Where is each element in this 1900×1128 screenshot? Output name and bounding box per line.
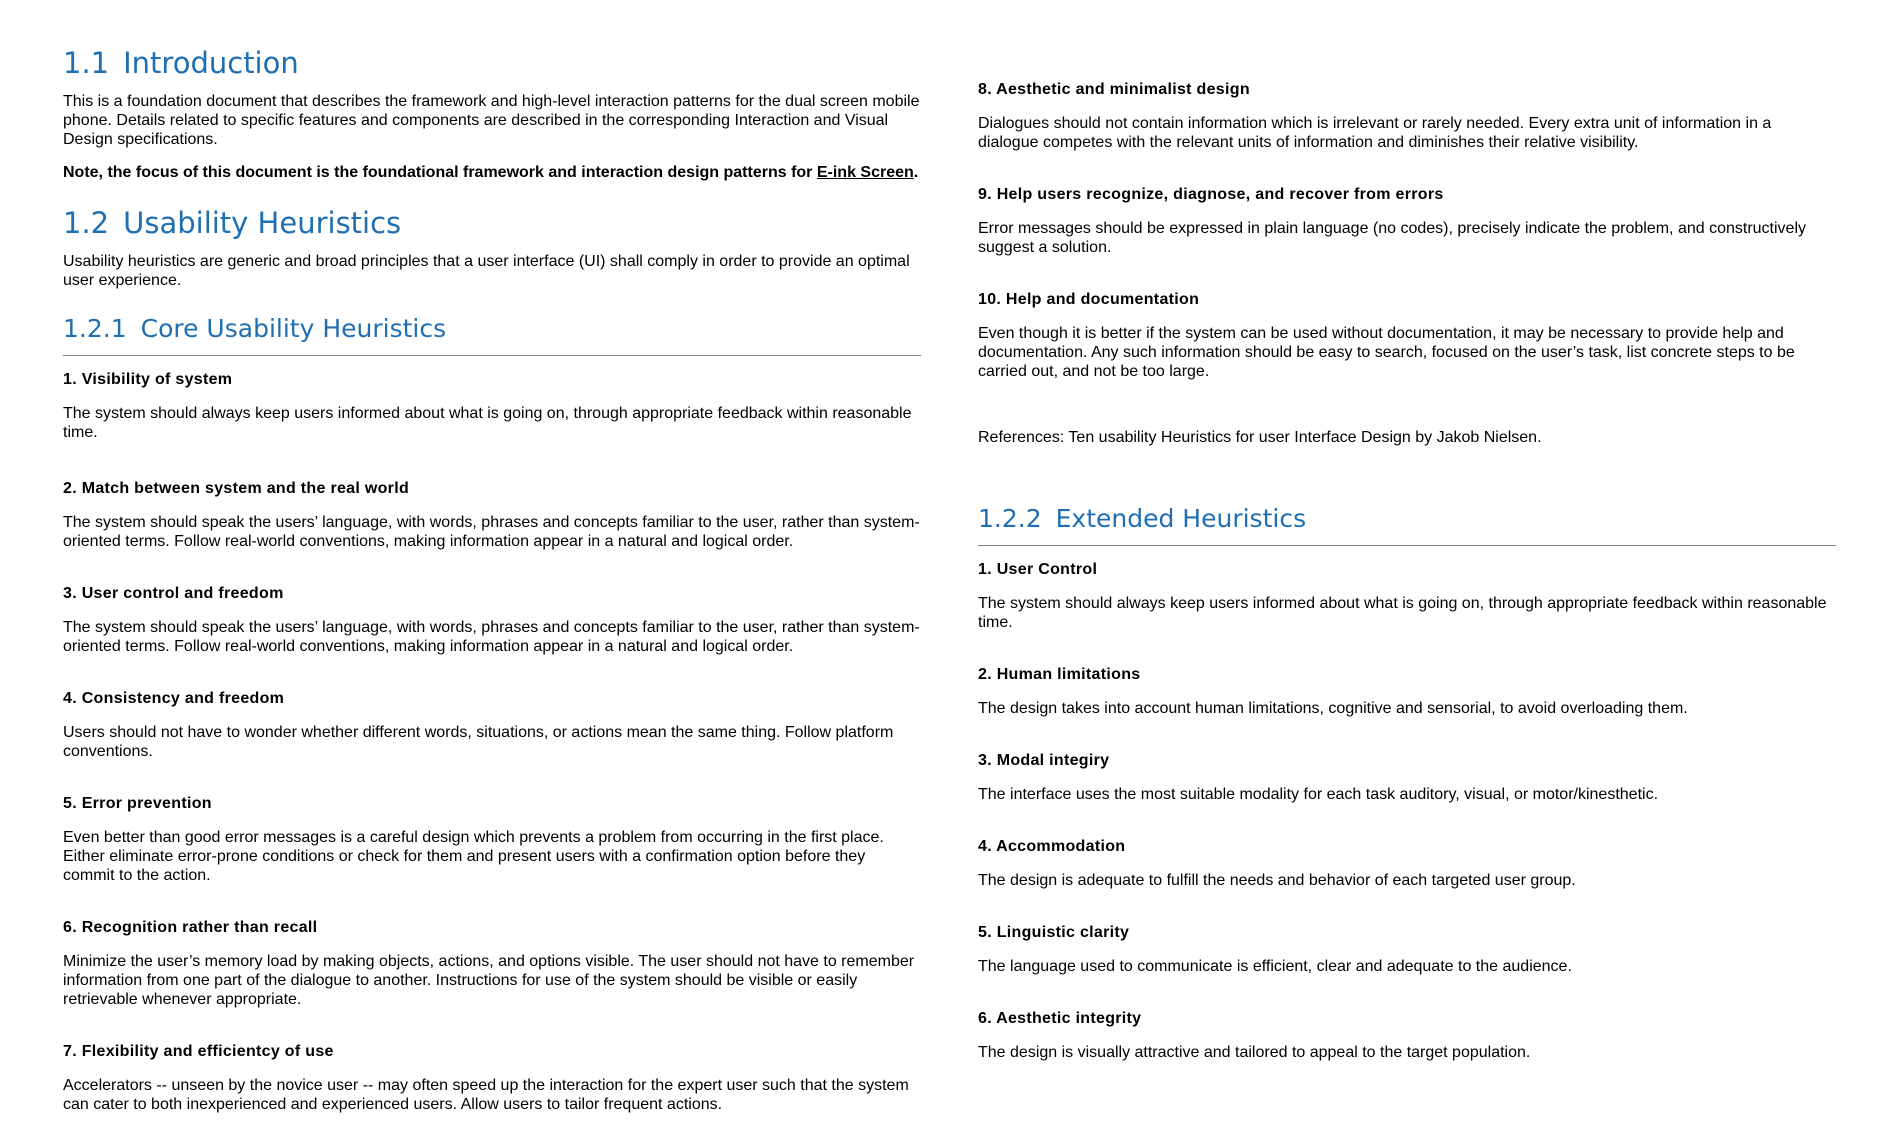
usability-heading [63,205,401,241]
core-heading-rule [63,355,921,356]
heuristic-body: The system should always keep users informed about what is going on, through appropriate feedback within reasonable time. [978,595,1827,631]
heuristic-body: Dialogues should not contain information which is irrelevant or rarely needed. Every extra unit of information in a dialogue competes with the relevant units of information and diminishes their relative visibility. [978,115,1772,151]
heuristic-title: 8. Aesthetic and minimalist design [978,81,1250,98]
usability-heading-title: Usability Heuristics [123,206,402,240]
intro-heading-title: Introduction [123,46,299,80]
extended-heading-rule [978,545,1836,546]
eink-screen-link[interactable]: E-ink Screen [816,164,914,181]
heuristic-title: 10. Help and documentation [978,291,1200,308]
intro-heading-number: 1.1 [63,46,110,80]
heuristic-body: The interface uses the most suitable modality for each task auditory, visual, or motor/kinesthetic. [978,786,1659,803]
intro-body: This is a foundation document that describes the framework and high-level interaction patterns for the dual screen mobile phone. Details related to specific features and components are described in the corresponding Interaction and Visual Design specifications. [63,93,920,148]
heuristic-body: Even though it is better if the system can be used without documentation, it may be necessary to provide help and documentation. Any such information should be easy to search, focused on the user’s task, list concrete steps to be carried out, and not be too large. [978,325,1795,380]
heuristic-title: 2. Human limitations [978,666,1141,683]
heuristic-title: 4. Consistency and freedom [63,690,285,707]
heuristic-title: 5. Linguistic clarity [978,924,1130,941]
heuristic-body: The system should speak the users’ language, with words, phrases and concepts familiar to the user, rather than system-oriented terms. Follow real-world conventions, making information appear in a natural and logical order. [63,619,920,655]
intro-heading [63,45,299,81]
heuristic-title: 4. Accommodation [978,838,1126,855]
intro-note [63,163,921,182]
heuristic-body: The system should speak the users’ language, with words, phrases and concepts familiar to the user, rather than system-oriented terms. Follow real-world conventions, making information appear in a natural and logical order. [63,514,920,550]
heuristic-title: 9. Help users recognize, diagnose, and recover from errors [978,186,1444,203]
extended-heading-number: 1.2.2 [978,504,1042,533]
usability-heading-number: 1.2 [63,206,110,240]
heuristic-body: Users should not have to wonder whether different words, situations, or actions mean the same thing. Follow platform conventions. [63,724,894,760]
intro-note-suffix: . [913,164,919,181]
core-heading-title: Core Usability Heuristics [140,314,447,343]
heuristic-title: 3. Modal integiry [978,752,1110,769]
heuristic-title: 5. Error prevention [63,795,212,812]
usability-body: Usability heuristics are generic and broad principles that a user interface (UI) shall comply in order to provide an optimal user experience. [63,253,910,289]
heuristic-body: Even better than good error messages is a careful design which prevents a problem from occurring in the first place. Either eliminate error-prone conditions or check for them and present users with a confirmation option before they commit to the action. [63,829,884,884]
heuristic-title: 2. Match between system and the real world [63,480,410,497]
core-heading-number: 1.2.1 [63,314,127,343]
heuristic-body: The design takes into account human limitations, cognitive and sensorial, to avoid overloading them. [978,700,1688,717]
heuristic-title: 6. Recognition rather than recall [63,919,318,936]
extended-heading-title: Extended Heuristics [1055,504,1307,533]
heuristic-title: 3. User control and freedom [63,585,284,602]
intro-note-text: Note, the focus of this document is the foundational framework and interaction design patterns for [63,164,817,181]
heuristic-body: The design is visually attractive and tailored to appeal to the target population. [978,1044,1531,1061]
core-heuristics-heading [63,313,446,345]
heuristic-body: The design is adequate to fulfill the needs and behavior of each targeted user group. [978,872,1576,889]
heuristic-title: 1. Visibility of system [63,371,233,388]
heuristic-body: Accelerators -- unseen by the novice user -- may often speed up the interaction for the expert user such that the system can cater to both inexperienced and experienced users. Allow users to tailor frequent actions. [63,1077,909,1113]
extended-heuristics-heading [978,503,1306,535]
heuristic-title: 6. Aesthetic integrity [978,1010,1142,1027]
references: References: Ten usability Heuristics for user Interface Design by Jakob Nielsen. [978,429,1542,446]
heuristic-body: Minimize the user’s memory load by making objects, actions, and options visible. The user should not have to remember information from one part of the dialogue to another. Instructions for use of the system should be visible or easily retrievable whenever appropriate. [63,953,915,1008]
heuristic-body: The system should always keep users informed about what is going on, through appropriate feedback within reasonable time. [63,405,912,441]
heuristic-body: Error messages should be expressed in plain language (no codes), precisely indicate the problem, and constructively suggest a solution. [978,220,1807,256]
heuristic-title: 7. Flexibility and efficientcy of use [63,1043,334,1060]
heuristic-title: 1. User Control [978,561,1098,578]
heuristic-body: The language used to communicate is efficient, clear and adequate to the audience. [978,958,1572,975]
